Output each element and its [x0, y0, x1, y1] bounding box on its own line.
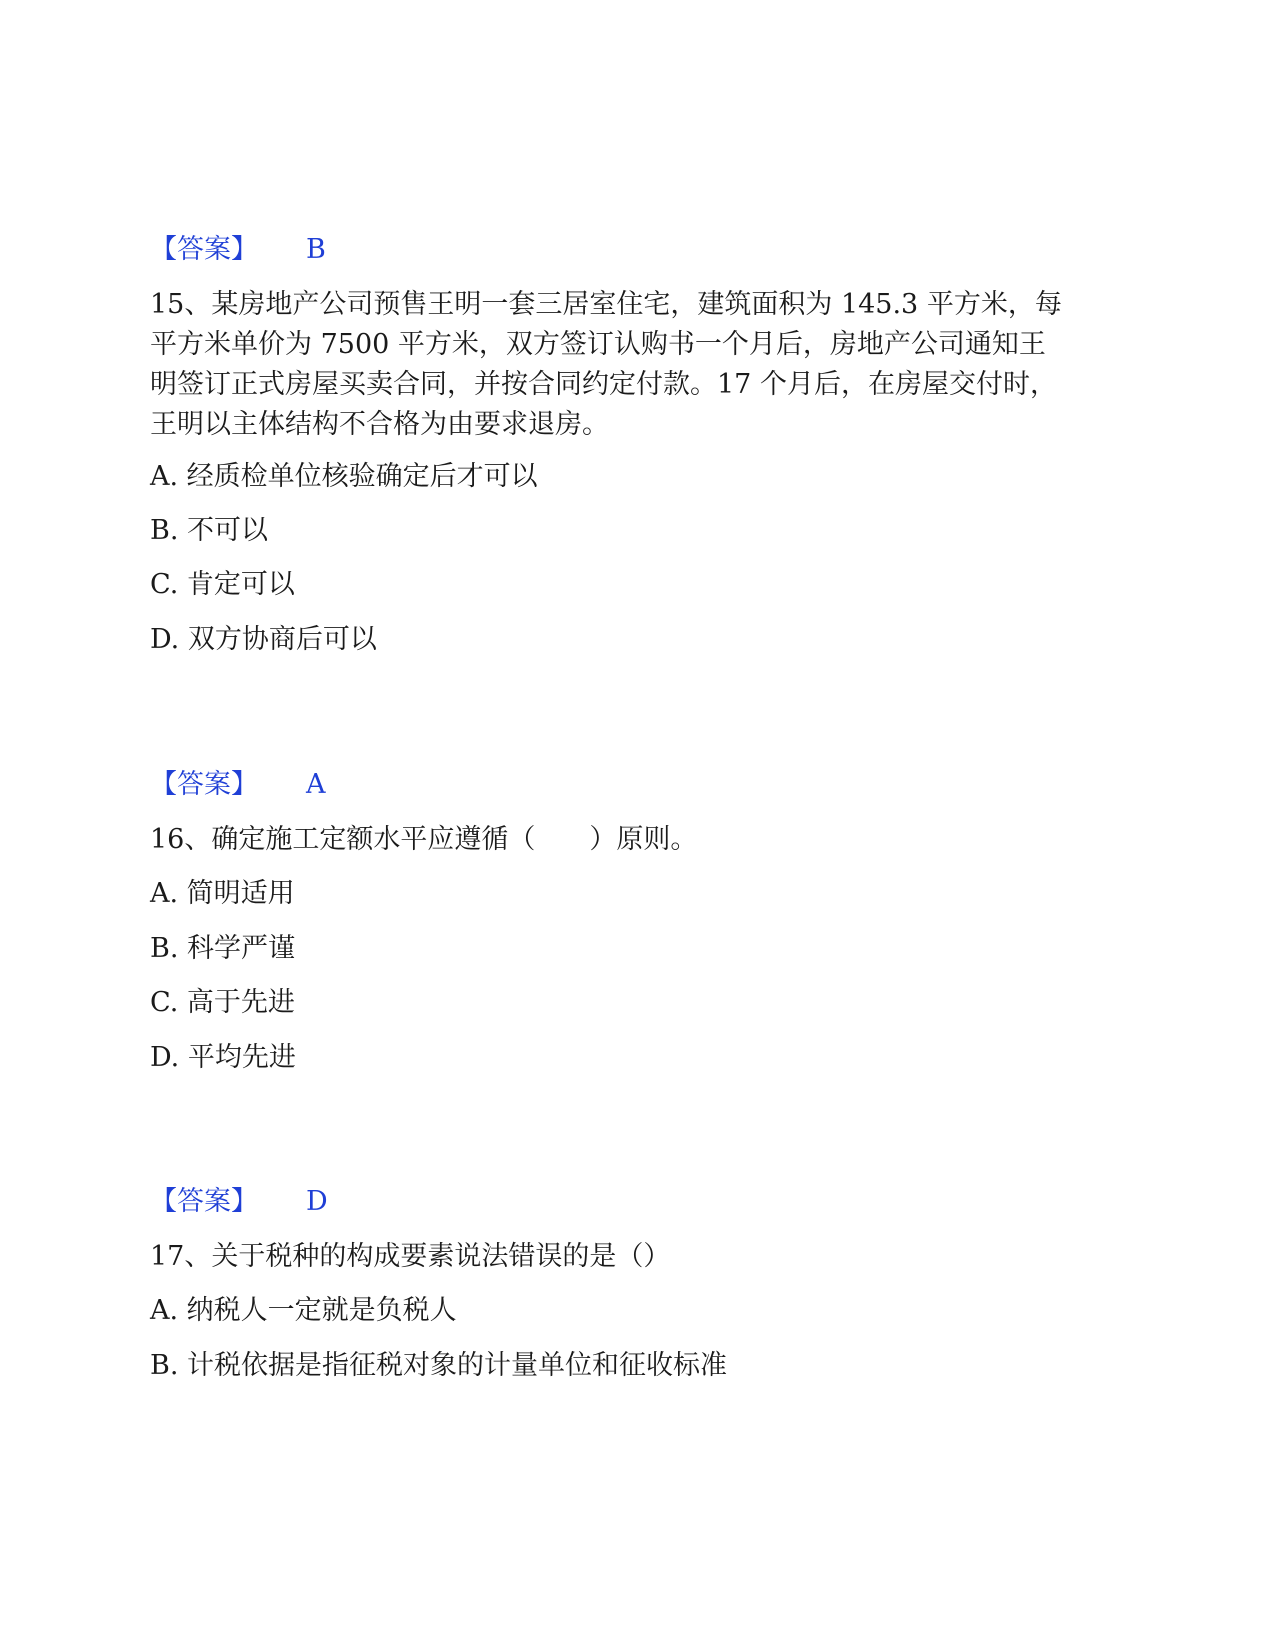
option-b: B. 科学严谨	[150, 933, 296, 964]
option-b: B. 不可以	[150, 515, 269, 546]
question-line: 王明以主体结构不合格为由要求退房。	[150, 409, 609, 440]
option-c: C. 肯定可以	[150, 569, 295, 600]
question-17: 17、关于税种的构成要素说法错误的是（）	[150, 1241, 671, 1272]
option-a: A. 经质检单位核验确定后才可以	[150, 461, 538, 492]
answer-label: 【答案】	[150, 234, 258, 265]
question-16: 16、确定施工定额水平应遵循（ ）原则。	[150, 824, 698, 855]
answer-label: 【答案】	[150, 769, 258, 800]
option-a: A. 简明适用	[150, 878, 295, 909]
answer-value: B	[306, 234, 326, 265]
answer-label: 【答案】	[150, 1186, 258, 1217]
option-d: D. 平均先进	[150, 1042, 296, 1073]
question-15	[150, 285, 1090, 445]
answer-value: D	[306, 1186, 328, 1217]
answer-line	[150, 230, 326, 270]
question-line: 15、某房地产公司预售王明一套三居室住宅，建筑面积为 145.3 平方米，每	[150, 289, 1062, 320]
question-line: 明签订正式房屋买卖合同，并按合同约定付款。17 个月后，在房屋交付时，	[150, 369, 1057, 400]
option-d: D. 双方协商后可以	[150, 624, 377, 655]
answer-line	[150, 1182, 328, 1222]
answer-value: A	[306, 769, 326, 800]
answer-line	[150, 765, 326, 805]
option-c: C. 高于先进	[150, 987, 295, 1018]
option-b: B. 计税依据是指征税对象的计量单位和征收标准	[150, 1350, 728, 1381]
question-line: 平方米单价为 7500 平方米，双方签订认购书一个月后，房地产公司通知王	[150, 329, 1046, 360]
option-a: A. 纳税人一定就是负税人	[150, 1295, 457, 1326]
